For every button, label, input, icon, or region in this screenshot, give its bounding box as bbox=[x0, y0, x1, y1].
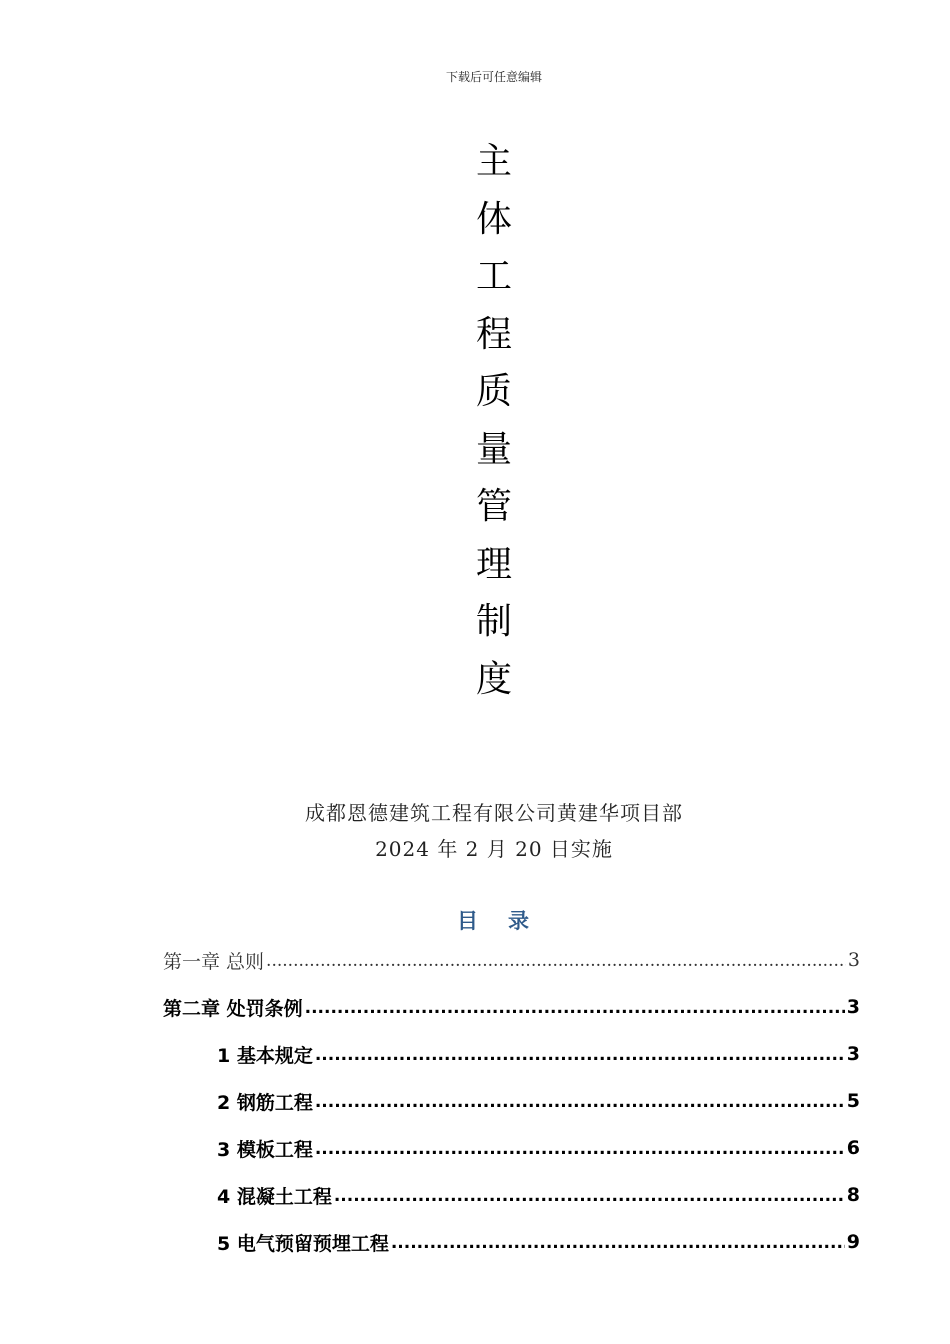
toc-entry-label: 第二章 处罚条例 bbox=[163, 997, 303, 1020]
toc-entry-label: 5 电气预留预埋工程 bbox=[217, 1232, 389, 1255]
toc-leader-dots bbox=[315, 1133, 845, 1163]
toc-entry-page: 8 bbox=[846, 1184, 860, 1206]
toc-entry-label: 3 模板工程 bbox=[217, 1138, 313, 1161]
toc-entry-page: 3 bbox=[846, 996, 860, 1018]
title-char: 程 bbox=[475, 313, 512, 355]
toc-entry-page: 6 bbox=[846, 1137, 860, 1159]
title-char: 理 bbox=[475, 543, 512, 585]
effective-date: 2024 年 2 月 20 日实施 bbox=[375, 837, 613, 861]
toc-heading bbox=[0, 905, 950, 935]
toc-heading-part: 目 bbox=[457, 909, 480, 933]
header-note: 下载后可任意编辑 bbox=[445, 70, 542, 84]
toc-leader-dots bbox=[315, 1039, 845, 1069]
toc-leader-dots bbox=[305, 992, 845, 1022]
toc-entry-label: 2 钢筋工程 bbox=[217, 1091, 313, 1114]
toc-entry-chapter-2[interactable] bbox=[163, 992, 860, 1022]
title-char: 工 bbox=[475, 256, 512, 297]
toc-entry-page: 5 bbox=[846, 1090, 860, 1112]
toc-leader-dots bbox=[315, 1086, 845, 1116]
toc-leader-dots bbox=[391, 1227, 845, 1257]
toc-entry-section-3[interactable] bbox=[163, 1133, 860, 1163]
title-char: 管 bbox=[475, 486, 512, 527]
toc-entry-chapter-1[interactable] bbox=[163, 945, 860, 975]
toc-heading-part: 录 bbox=[508, 909, 531, 933]
toc-entry-page: 3 bbox=[847, 949, 860, 971]
toc-entry-section-1[interactable] bbox=[163, 1039, 860, 1069]
title-char: 制 bbox=[475, 601, 512, 642]
toc-entry-section-4[interactable] bbox=[163, 1180, 860, 1210]
toc-entry-section-5[interactable] bbox=[163, 1227, 860, 1257]
toc-entry-label: 4 混凝土工程 bbox=[217, 1185, 332, 1208]
toc-entry-page: 9 bbox=[846, 1231, 860, 1253]
organization-name: 成都恩德建筑工程有限公司黄建华项目部 bbox=[305, 801, 683, 825]
toc-entry-label: 第一章 总则 bbox=[163, 950, 265, 973]
toc-entry-page: 3 bbox=[846, 1043, 860, 1065]
toc-leader-dots bbox=[334, 1180, 845, 1210]
toc-entry-section-2[interactable] bbox=[163, 1086, 860, 1116]
document-title bbox=[470, 133, 518, 708]
toc-leader-dots bbox=[266, 945, 846, 975]
title-char: 主 bbox=[475, 141, 512, 182]
toc-entry-label: 1 基本规定 bbox=[217, 1044, 313, 1067]
title-char: 体 bbox=[475, 198, 512, 240]
title-char: 质 bbox=[475, 371, 512, 412]
title-char: 量 bbox=[475, 428, 512, 470]
title-char: 度 bbox=[475, 658, 512, 700]
